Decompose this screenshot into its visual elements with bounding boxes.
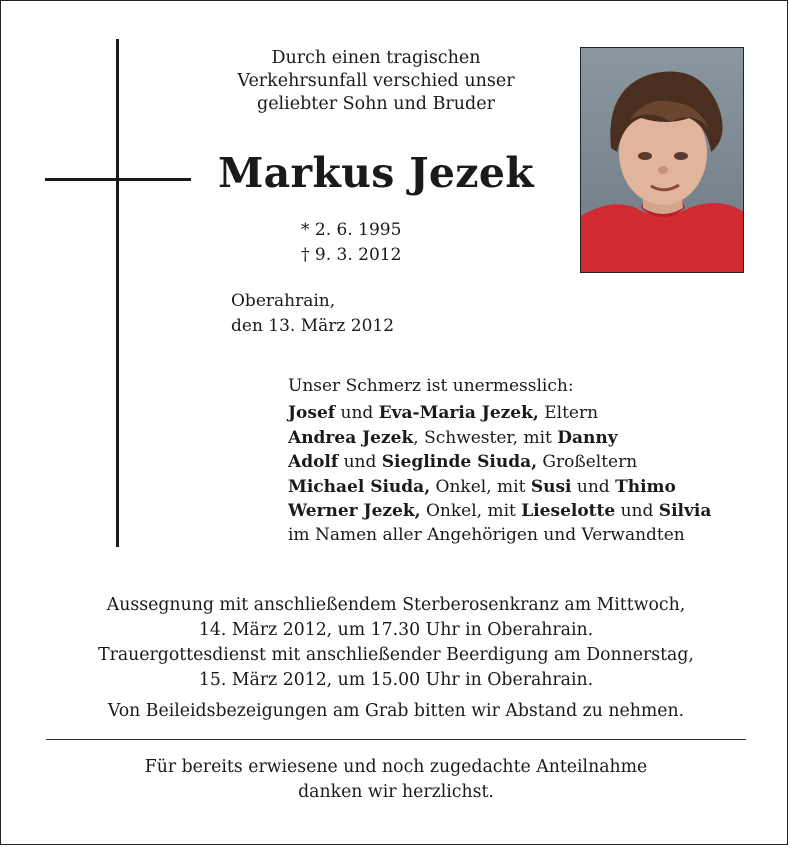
name-josef: Josef <box>288 403 336 424</box>
name-silvia: Silvia <box>658 501 712 522</box>
thanks-line-1: Für bereits erwiesene und noch zugedachte Anteilnahme <box>144 757 648 777</box>
name-michael-siuda: Michael Siuda, <box>288 476 431 497</box>
relation-text: Onkel, mit <box>420 501 522 522</box>
thanks-line-2: danken wir herzlichst. <box>298 782 494 802</box>
name-thimo: Thimo <box>615 476 676 497</box>
intro-text <box>211 47 541 116</box>
service-line-3: Trauergottesdienst mit anschließender Beerdigung am Donnerstag, <box>98 645 694 665</box>
family-row-parents <box>288 401 758 425</box>
connector-text: und <box>338 452 382 473</box>
divider-line <box>46 739 746 740</box>
family-row-closing <box>288 523 758 547</box>
family-row-uncle-michael <box>288 475 758 499</box>
place-line: Oberahrain, <box>231 291 336 311</box>
relation-text: Onkel, mit <box>430 476 531 497</box>
intro-line-2: Verkehrsunfall verschied unser <box>237 71 515 91</box>
service-line-2: 14. März 2012, um 17.30 Uhr in Oberahrain. <box>198 620 594 640</box>
family-row-grandparents <box>288 450 758 474</box>
name-susi: Susi <box>530 476 572 497</box>
family-row-sister <box>288 426 758 450</box>
cross-vertical-beam <box>116 39 119 547</box>
family-row-uncle-werner <box>288 499 758 523</box>
life-dates <box>301 218 451 268</box>
closing-text: im Namen aller Angehörigen und Verwandten <box>288 525 685 546</box>
birth-date: * 2. 6. 1995 <box>301 220 402 240</box>
connector-text: und <box>615 501 659 522</box>
service-line-4: 15. März 2012, um 15.00 Uhr in Oberahrain. <box>198 670 594 690</box>
relation-text: Eltern <box>538 403 599 424</box>
death-date: † 9. 3. 2012 <box>301 245 402 265</box>
intro-line-3: geliebter Sohn und Bruder <box>257 94 495 114</box>
name-danny: Danny <box>557 427 618 448</box>
name-andrea-jezek: Andrea Jezek <box>288 427 414 448</box>
date-line: den 13. März 2012 <box>231 316 395 336</box>
thanks-text <box>31 755 761 805</box>
family-lead: Unser Schmerz ist unermesslich: <box>288 376 574 396</box>
relation-text: , Schwester, mit <box>413 427 558 448</box>
relation-text: Großeltern <box>537 452 638 473</box>
service-line-1: Aussegnung mit anschließendem Sterberosenkranz am Mittwoch, <box>106 595 686 615</box>
connector-text: und <box>335 403 379 424</box>
connector-text: und <box>571 476 616 497</box>
name-lieselotte: Lieselotte <box>521 501 616 522</box>
name-werner-jezek: Werner Jezek, <box>288 501 421 522</box>
name-adolf: Adolf <box>288 452 339 473</box>
name-eva-maria-jezek: Eva-Maria Jezek, <box>378 403 539 424</box>
service-line-5: Von Beileidsbezeigungen am Grab bitten wir Abstand zu nehmen. <box>107 701 685 721</box>
intro-line-1: Durch einen tragischen <box>271 48 481 68</box>
cross-horizontal-beam <box>45 178 191 181</box>
name-sieglinde-siuda: Sieglinde Siuda, <box>381 452 538 473</box>
service-details <box>31 593 761 724</box>
deceased-name: Markus Jezek <box>218 149 534 197</box>
portrait-photo <box>580 47 744 273</box>
place-and-date <box>231 289 491 339</box>
family-list <box>288 374 758 548</box>
